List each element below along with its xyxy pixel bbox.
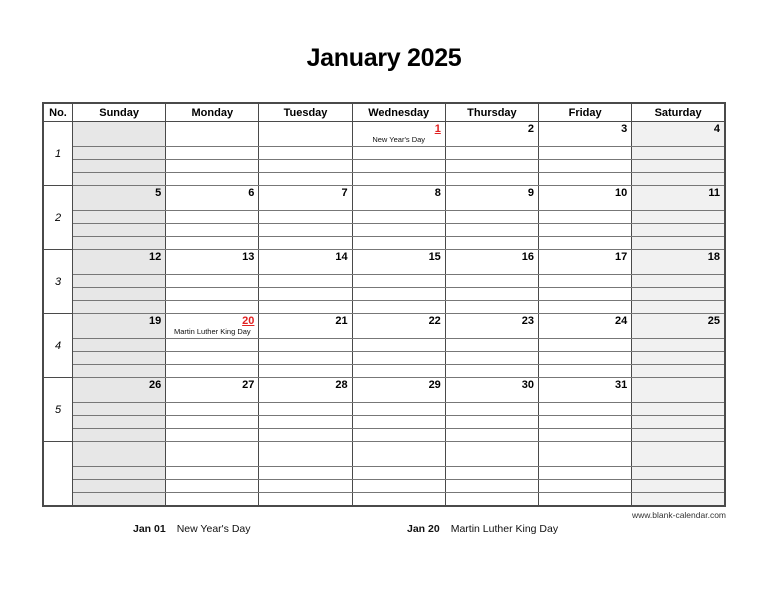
note-cell: [259, 480, 352, 493]
date-number: [446, 442, 538, 455]
date-number: 14: [335, 251, 348, 263]
day-cell: [632, 122, 725, 147]
date-number: 13: [242, 251, 255, 263]
note-line-row: [43, 288, 725, 301]
note-cell: [539, 429, 632, 442]
day-cell: [632, 314, 725, 339]
note-line-row: [43, 301, 725, 314]
note-cell: [352, 288, 445, 301]
note-cell: [632, 493, 725, 507]
note-cell: [352, 147, 445, 160]
note-cell: [166, 339, 259, 352]
note-cell: [259, 352, 352, 365]
note-cell: [632, 403, 725, 416]
day-cell: [73, 122, 166, 147]
day-cell: [445, 442, 538, 467]
note-cell: [539, 288, 632, 301]
note-cell: [352, 211, 445, 224]
note-line-row: [43, 160, 725, 173]
note-cell: [73, 147, 166, 160]
note-cell: [73, 275, 166, 288]
note-line-row: [43, 403, 725, 416]
day-cell: [632, 250, 725, 275]
note-cell: [632, 237, 725, 250]
week-number: 2: [43, 186, 73, 250]
date-number: 2: [527, 123, 535, 135]
note-line-row: [43, 352, 725, 365]
note-cell: [73, 237, 166, 250]
note-cell: [445, 352, 538, 365]
date-number: 4: [713, 123, 720, 135]
note-cell: [539, 493, 632, 507]
note-cell: [73, 301, 166, 314]
note-cell: [259, 339, 352, 352]
week-number: 3: [43, 250, 73, 314]
note-cell: [632, 160, 725, 173]
note-cell: [632, 173, 725, 186]
date-number: 31: [614, 379, 628, 391]
date-number: 16: [521, 251, 535, 263]
note-cell: [259, 493, 352, 507]
day-cell: [259, 442, 352, 467]
date-number: 17: [614, 251, 628, 263]
date-number: 28: [335, 379, 348, 391]
note-cell: [445, 275, 538, 288]
note-line-row: [43, 480, 725, 493]
note-cell: [445, 365, 538, 378]
note-cell: [259, 211, 352, 224]
note-cell: [166, 173, 259, 186]
day-cell: [73, 442, 166, 467]
date-number: [259, 442, 351, 455]
note-cell: [352, 352, 445, 365]
note-cell: [352, 224, 445, 237]
date-number: 15: [428, 251, 441, 263]
note-cell: [259, 416, 352, 429]
note-cell: [445, 480, 538, 493]
note-cell: [632, 365, 725, 378]
note-cell: [539, 237, 632, 250]
note-cell: [539, 365, 632, 378]
note-cell: [445, 416, 538, 429]
week-1-date-row: [43, 122, 725, 147]
note-cell: [445, 467, 538, 480]
note-cell: [166, 493, 259, 507]
website-link[interactable]: www.blank-calendar.com: [631, 510, 726, 520]
day-cell: [539, 378, 632, 403]
note-cell: [632, 147, 725, 160]
note-cell: [259, 403, 352, 416]
note-cell: [632, 224, 725, 237]
note-cell: [352, 339, 445, 352]
note-cell: [539, 301, 632, 314]
day-cell: [352, 186, 445, 211]
holiday-label: New Year's Day: [372, 135, 426, 144]
day-cell: [539, 250, 632, 275]
date-number: [259, 122, 351, 135]
day-cell: [166, 442, 259, 467]
note-cell: [539, 352, 632, 365]
legend-holiday-name: New Year's Day: [176, 523, 251, 535]
note-cell: [166, 160, 259, 173]
note-cell: [166, 224, 259, 237]
date-number: [166, 442, 258, 455]
note-cell: [352, 237, 445, 250]
note-cell: [259, 275, 352, 288]
header-sunday: Sunday: [73, 103, 166, 122]
day-cell: [259, 378, 352, 403]
note-cell: [352, 416, 445, 429]
week-6-date-row: [43, 442, 725, 467]
day-cell: [73, 378, 166, 403]
note-cell: [352, 173, 445, 186]
date-number: [73, 442, 165, 455]
note-cell: [352, 493, 445, 507]
note-cell: [166, 352, 259, 365]
note-cell: [632, 416, 725, 429]
date-number: [73, 122, 165, 135]
header-saturday: Saturday: [632, 103, 725, 122]
week-number: 1: [43, 122, 73, 186]
note-cell: [166, 416, 259, 429]
day-cell: [539, 186, 632, 211]
note-cell: [259, 173, 352, 186]
weekday-header-row: [43, 103, 725, 122]
note-cell: [539, 160, 632, 173]
note-cell: [73, 160, 166, 173]
note-cell: [539, 467, 632, 480]
note-cell: [73, 288, 166, 301]
week-5-date-row: [43, 378, 725, 403]
note-cell: [539, 416, 632, 429]
date-number: [166, 122, 258, 135]
date-number: 30: [521, 379, 535, 391]
note-cell: [445, 339, 538, 352]
legend-holiday-name: Martin Luther King Day: [450, 523, 559, 535]
date-number: 9: [527, 187, 535, 199]
note-line-row: [43, 339, 725, 352]
date-number: 25: [707, 315, 720, 327]
note-cell: [73, 429, 166, 442]
day-cell: [352, 122, 445, 147]
day-cell: [73, 250, 166, 275]
day-cell: [166, 250, 259, 275]
note-line-row: [43, 275, 725, 288]
note-cell: [632, 288, 725, 301]
note-line-row: [43, 365, 725, 378]
note-cell: [259, 301, 352, 314]
note-cell: [539, 147, 632, 160]
date-number: 7: [341, 187, 348, 199]
holiday-date-number: 1: [434, 123, 441, 135]
day-cell: [539, 442, 632, 467]
day-cell: [259, 122, 352, 147]
legend-new-years-day: [133, 523, 251, 535]
day-cell: [166, 314, 259, 339]
day-cell: [352, 378, 445, 403]
header-thursday: Thursday: [445, 103, 538, 122]
day-cell: [632, 186, 725, 211]
date-number: 22: [428, 315, 441, 327]
note-cell: [539, 403, 632, 416]
legend-mlk-day: [407, 523, 558, 535]
note-cell: [166, 403, 259, 416]
date-number: 3: [621, 123, 628, 135]
note-line-row: [43, 416, 725, 429]
note-cell: [259, 365, 352, 378]
note-line-row: [43, 224, 725, 237]
note-cell: [445, 147, 538, 160]
date-number: 19: [148, 315, 162, 327]
note-line-row: [43, 211, 725, 224]
day-cell: [73, 186, 166, 211]
day-cell: [539, 122, 632, 147]
note-cell: [632, 211, 725, 224]
note-line-row: [43, 237, 725, 250]
date-number: 21: [335, 315, 348, 327]
date-number: 24: [614, 315, 628, 327]
note-cell: [73, 416, 166, 429]
header-monday: Monday: [166, 103, 259, 122]
holiday-label: Martin Luther King Day: [173, 327, 251, 336]
date-number: [632, 442, 724, 455]
note-cell: [73, 493, 166, 507]
note-cell: [73, 339, 166, 352]
note-cell: [445, 160, 538, 173]
note-cell: [539, 211, 632, 224]
note-cell: [166, 467, 259, 480]
holiday-date-number: 20: [242, 315, 255, 327]
note-cell: [352, 275, 445, 288]
note-cell: [73, 352, 166, 365]
note-cell: [445, 429, 538, 442]
calendar-table: [42, 102, 726, 507]
week-3-date-row: [43, 250, 725, 275]
note-cell: [445, 211, 538, 224]
note-line-row: [43, 429, 725, 442]
note-cell: [259, 224, 352, 237]
date-number: 26: [148, 379, 162, 391]
week-2-date-row: [43, 186, 725, 211]
day-cell: [632, 442, 725, 467]
day-cell: [73, 314, 166, 339]
note-cell: [445, 403, 538, 416]
note-cell: [166, 301, 259, 314]
date-number: 12: [148, 251, 162, 263]
note-line-row: [43, 493, 725, 507]
note-cell: [632, 301, 725, 314]
note-cell: [73, 224, 166, 237]
header-friday: Friday: [539, 103, 632, 122]
day-cell: [445, 122, 538, 147]
date-number: 27: [242, 379, 255, 391]
calendar-body: [43, 122, 725, 507]
note-cell: [352, 301, 445, 314]
day-cell: [632, 378, 725, 403]
week-number: [43, 442, 73, 507]
note-cell: [632, 352, 725, 365]
note-cell: [352, 403, 445, 416]
day-cell: [445, 314, 538, 339]
calendar-header: [43, 103, 725, 122]
note-cell: [539, 480, 632, 493]
day-cell: [352, 250, 445, 275]
note-cell: [73, 365, 166, 378]
date-number: [353, 442, 445, 455]
day-cell: [539, 314, 632, 339]
note-cell: [73, 403, 166, 416]
note-cell: [445, 288, 538, 301]
note-cell: [445, 224, 538, 237]
day-cell: [445, 250, 538, 275]
note-cell: [539, 339, 632, 352]
week-4-date-row: [43, 314, 725, 339]
date-number: 11: [708, 187, 720, 199]
note-cell: [445, 301, 538, 314]
note-cell: [445, 493, 538, 507]
note-cell: [166, 237, 259, 250]
date-number: 18: [707, 251, 720, 263]
day-cell: [259, 314, 352, 339]
note-cell: [445, 237, 538, 250]
legend-date-label: Jan 01: [133, 523, 166, 535]
date-number: 29: [428, 379, 441, 391]
note-cell: [539, 275, 632, 288]
week-number: 5: [43, 378, 73, 442]
note-cell: [352, 480, 445, 493]
day-cell: [445, 378, 538, 403]
note-cell: [539, 224, 632, 237]
header-tuesday: Tuesday: [259, 103, 352, 122]
note-cell: [445, 173, 538, 186]
legend-date-label: Jan 20: [407, 523, 440, 535]
note-cell: [352, 160, 445, 173]
header-wednesday: Wednesday: [352, 103, 445, 122]
note-cell: [73, 173, 166, 186]
date-number: [539, 442, 631, 455]
note-cell: [166, 429, 259, 442]
note-cell: [259, 147, 352, 160]
note-line-row: [43, 147, 725, 160]
header-week-no: No.: [43, 103, 73, 122]
day-cell: [352, 314, 445, 339]
note-cell: [259, 288, 352, 301]
date-number: 5: [155, 187, 162, 199]
note-cell: [166, 275, 259, 288]
note-cell: [352, 365, 445, 378]
note-line-row: [43, 173, 725, 186]
date-number: 8: [434, 187, 441, 199]
date-number: 10: [614, 187, 628, 199]
day-cell: [445, 186, 538, 211]
note-cell: [166, 211, 259, 224]
note-cell: [632, 480, 725, 493]
note-cell: [166, 365, 259, 378]
page-title: January 2025: [306, 44, 462, 72]
day-cell: [259, 250, 352, 275]
date-number: 23: [521, 315, 535, 327]
day-cell: [166, 378, 259, 403]
day-cell: [166, 186, 259, 211]
day-cell: [352, 442, 445, 467]
date-number: [632, 378, 724, 391]
note-cell: [352, 429, 445, 442]
note-cell: [73, 211, 166, 224]
note-cell: [73, 467, 166, 480]
note-cell: [259, 429, 352, 442]
week-number: 4: [43, 314, 73, 378]
day-cell: [166, 122, 259, 147]
note-cell: [259, 237, 352, 250]
note-line-row: [43, 467, 725, 480]
note-cell: [539, 173, 632, 186]
date-number: 6: [248, 187, 255, 199]
note-cell: [632, 339, 725, 352]
note-cell: [166, 147, 259, 160]
note-cell: [166, 288, 259, 301]
day-cell: [259, 186, 352, 211]
note-cell: [259, 160, 352, 173]
note-cell: [166, 480, 259, 493]
note-cell: [73, 480, 166, 493]
note-cell: [632, 429, 725, 442]
note-cell: [259, 467, 352, 480]
note-cell: [352, 467, 445, 480]
note-cell: [632, 275, 725, 288]
note-cell: [632, 467, 725, 480]
